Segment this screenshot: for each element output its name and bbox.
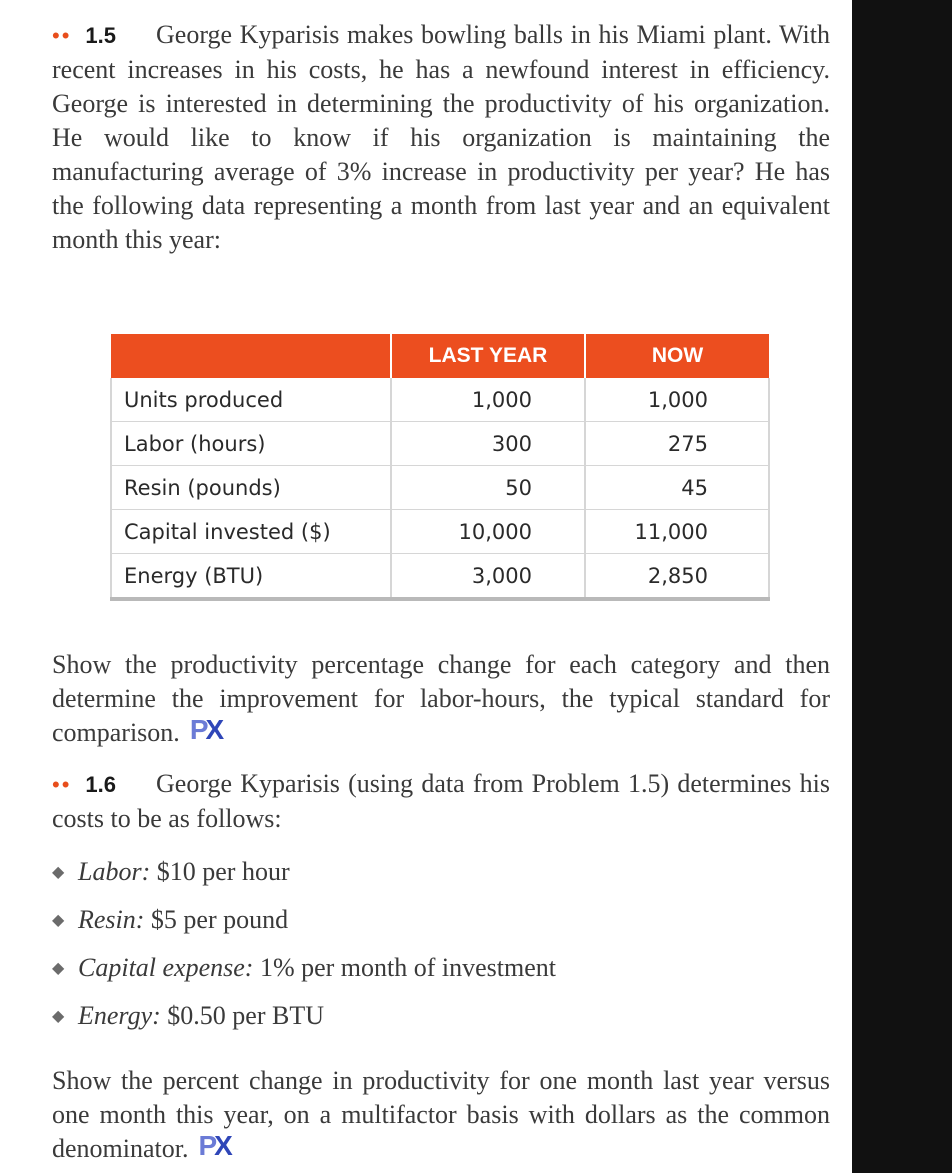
table-header-blank: [111, 334, 391, 378]
last-year-value: 10,000: [391, 510, 585, 554]
table-row: [111, 378, 769, 422]
last-year-value: 3,000: [391, 554, 585, 600]
difficulty-dots: ••: [52, 772, 72, 797]
now-value: 1,000: [585, 378, 769, 422]
problem-1-6: [52, 767, 830, 836]
row-label: Resin (pounds): [111, 466, 391, 510]
cost-list: [52, 852, 556, 1044]
px-icon[interactable]: PX: [198, 1130, 233, 1161]
table-header-now: NOW: [585, 334, 769, 378]
row-label: Energy (BTU): [111, 554, 391, 600]
follow-up-text: Show the productivity percentage change for each category and then determine the improvement for labor-hours, the typical standard for comparison.: [52, 650, 830, 747]
last-year-value: 300: [391, 422, 585, 466]
now-value: 275: [585, 422, 769, 466]
list-item: ◆ Capital expense: 1% per month of investment: [52, 948, 556, 996]
table-header-last-year: LAST YEAR: [391, 334, 585, 378]
row-label: Labor (hours): [111, 422, 391, 466]
list-item: ◆ Energy: $0.50 per BTU: [52, 996, 556, 1044]
row-label: Capital invested ($): [111, 510, 391, 554]
diamond-bullet-icon: ◆: [52, 1008, 65, 1025]
closing-text: Show the percent change in productivity for one month last year versus one month this year, on a multifactor basis with dollars as the common denominator.: [52, 1066, 830, 1163]
table-row: [111, 510, 769, 554]
now-value: 2,850: [585, 554, 769, 600]
list-item: ◆ Labor: $10 per hour: [52, 852, 556, 900]
px-icon[interactable]: PX: [189, 714, 225, 745]
table-header-row: [111, 334, 769, 378]
table-follow-up-text: [52, 648, 830, 750]
problem-1-6-closing: [52, 1064, 830, 1166]
problem-number: 1.5: [85, 23, 116, 48]
diamond-bullet-icon: ◆: [52, 912, 65, 929]
now-value: 11,000: [585, 510, 769, 554]
problem-text: George Kyparisis (using data from Problem 1.5) determines his costs to be as follows:: [52, 769, 830, 833]
problem-1-5: [52, 18, 830, 257]
list-item: ◆ Resin: $5 per pound: [52, 900, 556, 948]
difficulty-dots: ••: [52, 23, 72, 48]
last-year-value: 1,000: [391, 378, 585, 422]
problem-text: George Kyparisis makes bowling balls in his Miami plant. With recent increases in his costs, he has a newfound interest in efficiency. George is interested in determining the productivity of his organization. He would like to know if his organization is maintaining the manufacturing average of 3% increase in productivity per year? He has the following data representing a month from last year and an equivalent month this year:: [52, 20, 830, 254]
last-year-value: 50: [391, 466, 585, 510]
diamond-bullet-icon: ◆: [52, 960, 65, 977]
now-value: 45: [585, 466, 769, 510]
problem-number: 1.6: [85, 772, 116, 797]
row-label: Units produced: [111, 378, 391, 422]
table-row: [111, 554, 769, 600]
table-row: [111, 422, 769, 466]
diamond-bullet-icon: ◆: [52, 864, 65, 881]
productivity-data-table: [110, 334, 770, 601]
table-row: [111, 466, 769, 510]
